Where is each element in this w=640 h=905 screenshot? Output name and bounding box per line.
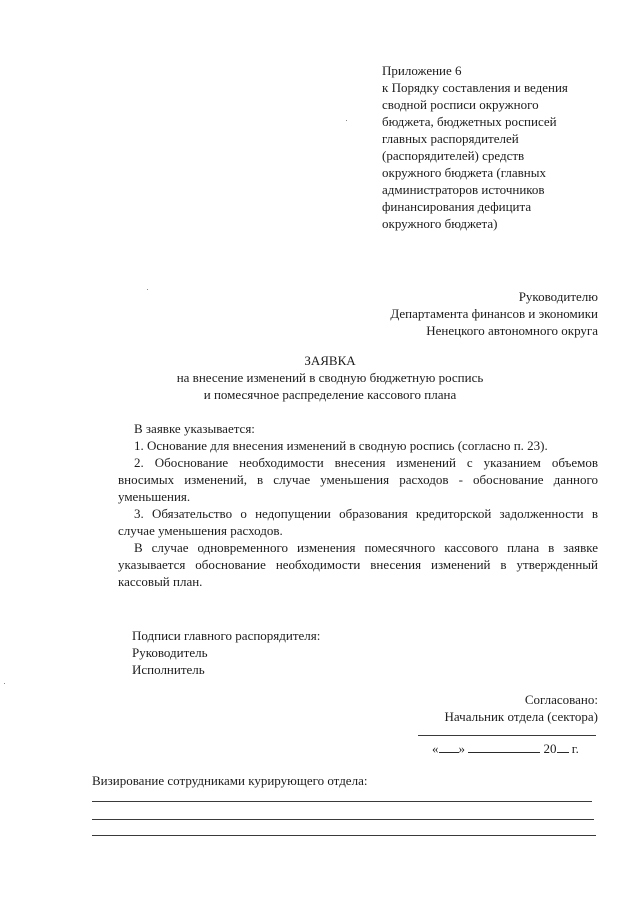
signature-executor: Исполнитель [132, 662, 205, 677]
scan-speck [346, 120, 347, 121]
appendix-line: администраторов источников [382, 182, 545, 197]
addressee-line: Департамента финансов и экономики [390, 306, 598, 321]
quote-open: « [432, 741, 439, 756]
note: В случае одновременного изменения помесячного кассового плана в заявке указывается обоснование необходимости внесения изменений в утвержденный кассовый план. [118, 540, 598, 589]
signatures-heading: Подписи главного распорядителя: [132, 628, 321, 643]
visa-line-1 [92, 801, 592, 802]
appendix-line: окружного бюджета (главных [382, 165, 546, 180]
item-2: 2. Обоснование необходимости внесения изменений с указанием объемов вносимых изменений, в случае уменьшения расходов - обоснование данного уменьшения. [118, 455, 598, 504]
appendix-line: бюджета, бюджетных росписей [382, 114, 557, 129]
appendix-line: (распорядителей) средств [382, 148, 525, 163]
quote-close: » [458, 741, 465, 756]
addressee-line: Ненецкого автономного округа [426, 323, 598, 338]
appendix-line: окружного бюджета) [382, 216, 498, 231]
document-title [140, 352, 520, 403]
approval-agreed: Согласовано: [524, 692, 598, 707]
year-blank [557, 752, 569, 753]
appendix-line: главных распорядителей [382, 131, 519, 146]
month-blank [468, 752, 540, 753]
signatures-block [132, 627, 432, 678]
addressee-block [300, 288, 598, 339]
appendix-line: сводной росписи окружного [382, 97, 539, 112]
approval-date-line [432, 740, 598, 757]
approval-position: Начальник отдела (сектора) [444, 709, 598, 724]
scan-speck [147, 289, 148, 290]
visa-label: Визирование сотрудниками курирующего отдела: [92, 773, 368, 788]
item-3: 3. Обязательство о недопущении образования кредиторской задолженности в случае уменьшения расходов. [118, 506, 598, 538]
year-suffix: г. [571, 741, 579, 756]
addressee-line: Руководителю [518, 289, 598, 304]
appendix-line: финансирования дефицита [382, 199, 532, 214]
body-text [118, 420, 598, 590]
day-blank [439, 752, 459, 753]
scan-speck [4, 683, 5, 684]
title-heading: ЗАЯВКА [304, 353, 356, 368]
visa-line-3 [92, 835, 596, 836]
item-1: 1. Основание для внесения изменений в сводную роспись (согласно п. 23). [134, 438, 548, 453]
approval-block [380, 691, 598, 725]
appendix-line: Приложение 6 [382, 63, 462, 78]
appendix-line: к Порядку составления и ведения [382, 80, 568, 95]
title-line-1: на внесение изменений в сводную бюджетную роспись [176, 370, 484, 385]
intro: В заявке указывается: [134, 421, 255, 436]
year-prefix: 20 [543, 741, 557, 756]
visa-line-2 [92, 819, 594, 820]
appendix-block [382, 62, 632, 232]
approval-signature-line [418, 735, 596, 736]
signature-head: Руководитель [132, 645, 208, 660]
title-line-2: и помесячное распределение кассового плана [203, 387, 457, 402]
